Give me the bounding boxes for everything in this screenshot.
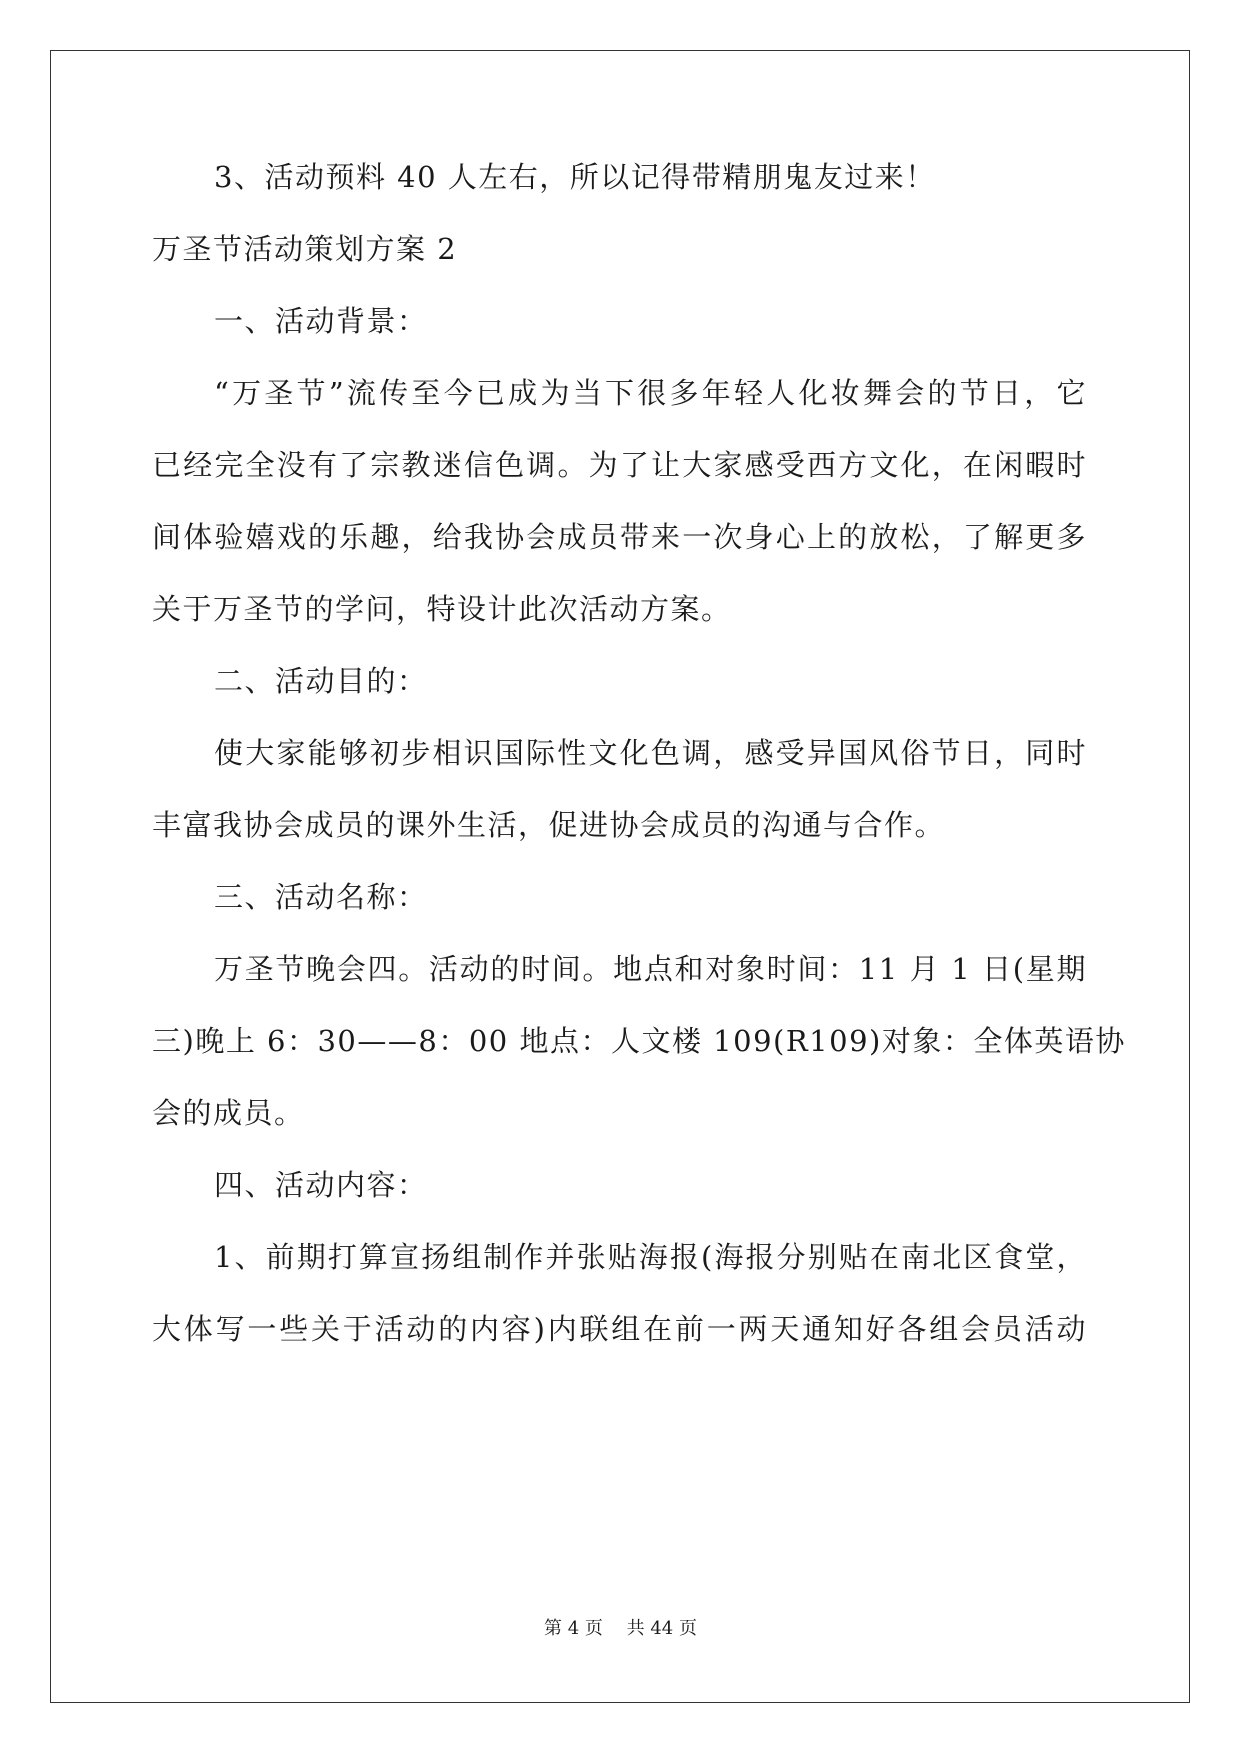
page-number-footer: 第 4 页 共 44 页 — [544, 1618, 697, 1639]
paragraph-content-line-1: 1、前期打算宣扬组制作并张贴海报(海报分别贴在南北区食堂， — [214, 1240, 1087, 1274]
paragraph-purpose-line-1: 使大家能够初步相识国际性文化色调，感受异国风俗节日，同时 — [214, 736, 1087, 770]
paragraph-background-line-1: “万圣节”流传至今已成为当下很多年轻人化妆舞会的节日，它 — [214, 376, 1087, 410]
heading-name: 三、活动名称： — [214, 880, 428, 914]
paragraph-background-line-2: 已经完全没有了宗教迷信色调。为了让大家感受西方文化，在闲暇时 — [152, 448, 1087, 482]
paragraph-name-line-1: 万圣节晚会四。活动的时间。地点和对象时间：11 月 1 日(星期 — [214, 952, 1087, 986]
paragraph-name-line-3: 会的成员。 — [152, 1096, 305, 1130]
heading-background: 一、活动背景： — [214, 304, 428, 338]
heading-content: 四、活动内容： — [214, 1168, 428, 1202]
paragraph-background-line-4: 关于万圣节的学问，特设计此次活动方案。 — [152, 592, 732, 626]
section-title: 万圣节活动策划方案 2 — [152, 232, 458, 266]
paragraph-name-line-2: 三)晚上 6：30——8：00 地点：人文楼 109(R109)对象：全体英语协 — [152, 1024, 1126, 1058]
paragraph-purpose-line-2: 丰富我协会成员的课外生活，促进协会成员的沟通与合作。 — [152, 808, 946, 842]
heading-purpose: 二、活动目的： — [214, 664, 428, 698]
paragraph-attendance: 3、活动预料 40 人左右，所以记得带精朋鬼友过来！ — [214, 160, 936, 194]
paragraph-content-line-2: 大体写一些关于活动的内容)内联组在前一两天通知好各组会员活动 — [152, 1312, 1087, 1346]
paragraph-background-line-3: 间体验嬉戏的乐趣，给我协会成员带来一次身心上的放松，了解更多 — [152, 520, 1087, 554]
